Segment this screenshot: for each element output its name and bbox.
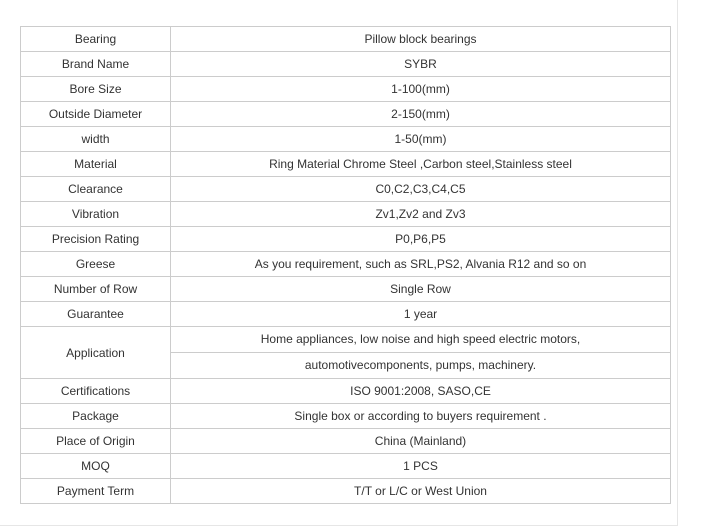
- spec-label: Certifications: [21, 379, 171, 404]
- spec-row-vibration: [21, 202, 671, 227]
- spec-row-certifications: [21, 379, 671, 404]
- spec-label: Outside Diameter: [21, 102, 171, 127]
- spec-label: Guarantee: [21, 302, 171, 327]
- spec-value: T/T or L/C or West Union: [171, 479, 671, 504]
- spec-value: As you requirement, such as SRL,PS2, Alvania R12 and so on: [171, 252, 671, 277]
- spec-row-bearing: [21, 27, 671, 52]
- spec-label: Clearance: [21, 177, 171, 202]
- spec-label: Application: [21, 327, 171, 379]
- spec-row-precision-rating: [21, 227, 671, 252]
- spec-row-brand-name: [21, 52, 671, 77]
- spec-label: MOQ: [21, 454, 171, 479]
- spec-value: Zv1,Zv2 and Zv3: [171, 202, 671, 227]
- spec-row-material: [21, 152, 671, 177]
- spec-row-bore-size: [21, 77, 671, 102]
- spec-row-package: [21, 404, 671, 429]
- spec-label: Number of Row: [21, 277, 171, 302]
- spec-row-clearance: [21, 177, 671, 202]
- spec-value: 2-150(mm): [171, 102, 671, 127]
- spec-row-greese: [21, 252, 671, 277]
- spec-row-payment-term: [21, 479, 671, 504]
- spec-row-application: [21, 327, 671, 379]
- spec-label: Bore Size: [21, 77, 171, 102]
- spec-label: Payment Term: [21, 479, 171, 504]
- spec-value: C0,C2,C3,C4,C5: [171, 177, 671, 202]
- spec-value-line: automotivecomponents, pumps, machinery.: [171, 352, 670, 378]
- spec-value: 1 PCS: [171, 454, 671, 479]
- spec-value: Ring Material Chrome Steel ,Carbon steel,Stainless steel: [171, 152, 671, 177]
- spec-row-outside-diameter: [21, 102, 671, 127]
- spec-row-width: [21, 127, 671, 152]
- spec-label: Place of Origin: [21, 429, 171, 454]
- spec-value: China (Mainland): [171, 429, 671, 454]
- spec-value-multiline: [171, 327, 671, 379]
- spec-value: Single Row: [171, 277, 671, 302]
- spec-row-number-of-row: [21, 277, 671, 302]
- spec-label: width: [21, 127, 171, 152]
- spec-label: Greese: [21, 252, 171, 277]
- spec-row-guarantee: [21, 302, 671, 327]
- spec-label: Package: [21, 404, 171, 429]
- spec-label: Material: [21, 152, 171, 177]
- spec-label: Precision Rating: [21, 227, 171, 252]
- spec-label: Bearing: [21, 27, 171, 52]
- spec-value: 1 year: [171, 302, 671, 327]
- spec-row-moq: [21, 454, 671, 479]
- spec-value: Pillow block bearings: [171, 27, 671, 52]
- spec-value: Single box or according to buyers requirement .: [171, 404, 671, 429]
- spec-value: 1-50(mm): [171, 127, 671, 152]
- spec-value: 1-100(mm): [171, 77, 671, 102]
- spec-label: Vibration: [21, 202, 171, 227]
- spec-value: SYBR: [171, 52, 671, 77]
- spec-value: P0,P6,P5: [171, 227, 671, 252]
- spec-value-line: Home appliances, low noise and high speed electric motors,: [260, 332, 581, 346]
- spec-value: ISO 9001:2008, SASO,CE: [171, 379, 671, 404]
- product-spec-table: [20, 26, 671, 504]
- spec-row-place-of-origin: [21, 429, 671, 454]
- spec-label: Brand Name: [21, 52, 171, 77]
